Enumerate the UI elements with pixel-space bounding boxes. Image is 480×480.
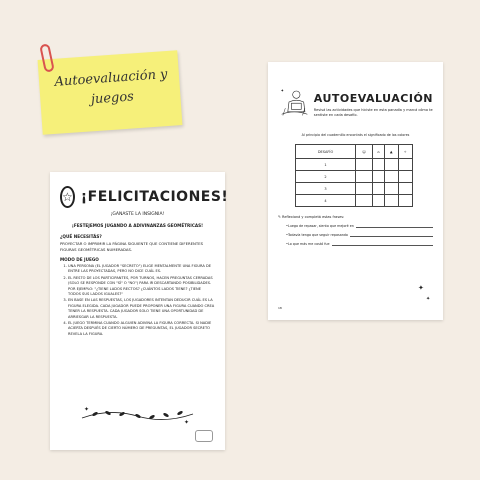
table-cell[interactable]: [373, 195, 385, 207]
reflection-lines: [278, 224, 433, 246]
hat-icon: ▲: [384, 145, 398, 159]
necesitas-text: PROYECTAR O IMPRIMIR LA PÁGINA SIGUIENTE QUE CONTIENE DIFERENTES FIGURAS GEOMÉTRICAS NUMERADAS.: [60, 241, 204, 252]
table-cell[interactable]: [373, 183, 385, 195]
table-cell[interactable]: [398, 159, 412, 171]
reading-child-illustration-icon: [278, 74, 310, 130]
sparkle-icon: ✦: [426, 296, 431, 302]
rules-list: [60, 264, 215, 337]
modo-heading: MODO DE JUEGO: [60, 257, 99, 262]
happy-face-icon: ☺: [356, 145, 373, 159]
row-number: 1: [296, 159, 356, 171]
vine-decoration-icon: [80, 404, 195, 426]
phrase-label: Todavía tengo que seguir repasando: [287, 233, 348, 237]
rule-item: 3. EN BASE EN LAS RESPUESTAS, LOS JUGADORES INTENTAN DEDUCIR CUÁL ES LA FIGURA ELEGIDA. CADA JUGADOR PUEDE PROPONER UNA FIGURA CUANDO CREA TENER LA RESPUESTA. CADA JUGADOR SOLO TIENE UNA OPORTUNIDAD DE ARRIESGAR LA RESPUESTA.: [68, 298, 215, 320]
necesitas-heading: ¿QUÉ NECESITÁS?: [60, 234, 102, 239]
page-number: 18: [278, 306, 282, 310]
phrase-label: Lo que más me costó fue: [287, 242, 330, 246]
table-row: [296, 159, 413, 171]
table-header-row: [296, 145, 413, 159]
reflect-heading: ✎ Reflexioná y completá estas frases:: [278, 215, 345, 219]
sparkle-icon: ✦: [418, 284, 424, 292]
table-cell[interactable]: [384, 171, 398, 183]
table-cell[interactable]: [384, 159, 398, 171]
table-cell[interactable]: [398, 171, 412, 183]
phrase-label: Luego de repasar, siento que mejoré en: [287, 224, 354, 228]
rule-item: 4. EL JUEGO TERMINA CUANDO ALGUIEN ADIVINA LA FIGURA CORRECTA. SI NADIE ACIERTA DESPUÉS DE CIERTO NÚMERO DE PREGUNTAS, EL JUGADOR SECRETO REVELA LA FIGURA.: [68, 321, 215, 337]
svg-text:✦: ✦: [280, 89, 285, 95]
autoevaluacion-title: AUTOEVALUACIÓN: [313, 92, 433, 105]
star-badge-icon: ☆: [60, 186, 75, 208]
wand-icon: ✧: [398, 145, 412, 159]
table-cell[interactable]: [356, 195, 373, 207]
table-row: [296, 195, 413, 207]
autoevaluacion-header: [278, 74, 433, 130]
table-row: [296, 183, 413, 195]
rule-item: 2. EL RESTO DE LOS PARTICIPANTES, POR TURNOS, HACEN PREGUNTAS CERRADAS (SOLO SE RESPONDE CON "SÍ" O "NO") PARA IR DESCARTANDO POSIBILIDADES. POR EJEMPLO: "¿TIENE LADOS RECTOS? ¿CUÁNTOS LADOS TIENE? ¿TIENE TODOS SUS LADOS IGUALES?": [68, 276, 215, 298]
row-number: 4: [296, 195, 356, 207]
right-page: [268, 62, 443, 320]
autoevaluacion-description: Revisá las actividades que hiciste en esta panadía y marcá cómo te sentiste en cada desafío.: [313, 108, 433, 117]
evaluation-table: [295, 144, 413, 207]
row-number: 2: [296, 171, 356, 183]
table-cell[interactable]: [384, 183, 398, 195]
reflect-text: Reflexioná y completá estas frases:: [282, 215, 345, 219]
table-cell[interactable]: [373, 159, 385, 171]
sticky-note: [38, 50, 183, 135]
logo-badge-icon: [195, 430, 213, 442]
autoevaluacion-title-wrap: [314, 74, 433, 118]
table-header-desafio: DESAFÍO: [296, 145, 356, 159]
row-number: 3: [296, 183, 356, 195]
page-title: ¡FELICITACIONES!: [80, 189, 229, 205]
rule-item: 1. UNA PERSONA (EL JUGADOR "SECRETO") ELIGE MENTALMENTE UNA FIGURA DE ENTRE LAS PROYECTADAS, PERO NO DICE CUÁL ES.: [68, 264, 215, 275]
table-cell[interactable]: [373, 171, 385, 183]
felicitaciones-header: [60, 186, 229, 208]
left-page: [50, 172, 229, 450]
svg-text:✦: ✦: [184, 419, 190, 426]
table-cell[interactable]: [398, 183, 412, 195]
table-cell[interactable]: [356, 159, 373, 171]
insignia-text: ¡GANASTE LA INSIGNIA!: [110, 212, 165, 217]
table-cell[interactable]: [398, 195, 412, 207]
table-cell[interactable]: [356, 183, 373, 195]
reflection-line[interactable]: • Luego de repasar, siento que mejoré en: [286, 224, 433, 228]
sticky-note-text: Autoevaluación y juegos: [54, 66, 168, 108]
cake-icon: ⌂: [373, 145, 385, 159]
table-row: [296, 171, 413, 183]
color-legend-note: Al principio del cuadernillo encontrás el significado de los colores: [301, 133, 410, 137]
table-cell[interactable]: [356, 171, 373, 183]
svg-text:✦: ✦: [84, 406, 90, 413]
reflection-line[interactable]: • Lo que más me costó fue: [286, 242, 433, 246]
reflection-line[interactable]: • Todavía tengo que seguir repasando: [286, 233, 433, 237]
table-cell[interactable]: [384, 195, 398, 207]
festejemos-text: ¡FESTEJEMOS JUGANDO A ADIVINANZAS GEOMÉTRICAS!: [71, 223, 204, 228]
